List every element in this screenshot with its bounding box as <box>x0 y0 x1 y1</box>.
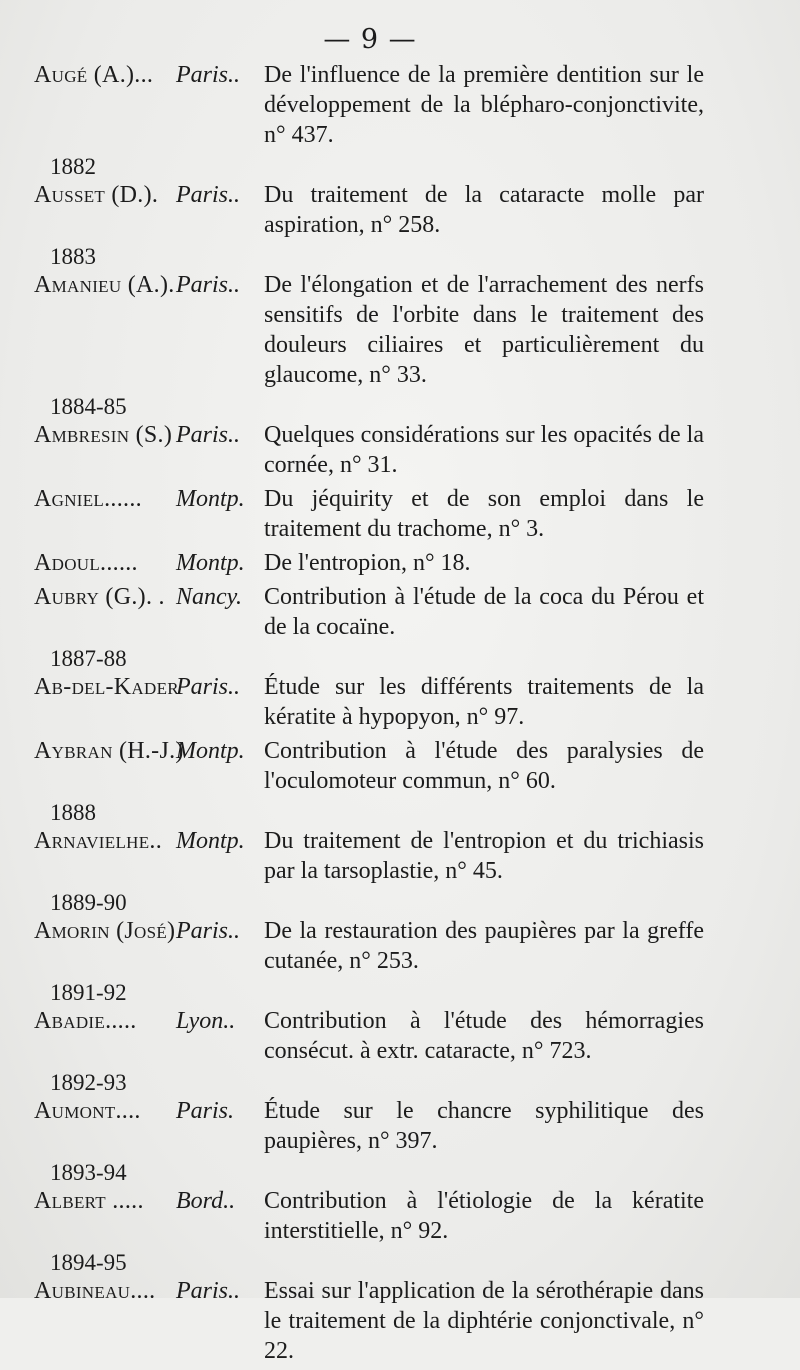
entry-description: De la restauration des paupières par la greffe cutanée, n° 253. <box>264 918 704 974</box>
entry-description: Contribution à l'étude des hémorragies consécut. à extr. cataracte, n° 723. <box>264 1008 704 1064</box>
entry-city: Paris.. <box>176 1278 241 1304</box>
entry-city: Paris.. <box>176 182 241 208</box>
entry-author: Abadie..... <box>34 1008 137 1034</box>
entry-author: Amorin (José) <box>34 918 176 944</box>
entry-author: Aybran (H.-J.) <box>34 738 184 764</box>
entry-city: Paris.. <box>176 62 241 88</box>
year-heading: 1888 <box>50 800 96 825</box>
entry-city: Lyon.. <box>176 1008 236 1034</box>
thesis-entry <box>34 916 764 976</box>
entry-city: Bord.. <box>176 1188 236 1214</box>
entry-description: De l'élongation et de l'arrachement des nerfs sensitifs de l'orbite dans le traitement des douleurs ciliaires et particulièrement du glaucome, n° 33. <box>264 272 704 388</box>
entry-city: Montp. <box>176 828 245 854</box>
entry-description: Contribution à l'étiologie de la kératite interstitielle, n° 92. <box>264 1188 704 1244</box>
year-heading: 1889-90 <box>50 890 127 915</box>
year-heading: 1894-95 <box>50 1250 127 1275</box>
thesis-entry <box>34 736 764 796</box>
thesis-entry <box>34 1096 764 1156</box>
year-heading: 1893-94 <box>50 1160 127 1185</box>
entry-author: Aumont.... <box>34 1098 141 1124</box>
thesis-entry <box>34 548 764 578</box>
year-heading: 1883 <box>50 244 96 269</box>
thesis-entry <box>34 1276 764 1366</box>
entry-description: Du traitement de l'entropion et du trichiasis par la tarsoplastie, n° 45. <box>264 828 704 884</box>
entry-city: Paris.. <box>176 422 241 448</box>
entry-author: Agniel...... <box>34 486 142 512</box>
entry-description: Du jéquirity et de son emploi dans le traitement du trachome, n° 3. <box>264 486 704 542</box>
entry-city: Paris.. <box>176 272 241 298</box>
thesis-entry <box>34 1186 764 1246</box>
year-heading: 1884-85 <box>50 394 127 419</box>
entry-author: Arnavielhe.. <box>34 828 163 854</box>
entry-description: Contribution à l'étude de la coca du Pérou et de la cocaïne. <box>264 584 704 640</box>
entry-city: Montp. <box>176 550 245 576</box>
entry-description: Quelques considérations sur les opacités de la cornée, n° 31. <box>264 422 704 478</box>
entry-description: Étude sur le chancre syphilitique des paupières, n° 397. <box>264 1098 704 1154</box>
thesis-entry <box>34 672 764 732</box>
entry-description: Essai sur l'application de la sérothérapie dans le traitement de la diphtérie conjonctivale, n° 22. <box>264 1278 704 1364</box>
entry-city: Paris.. <box>176 674 241 700</box>
thesis-entry <box>34 484 764 544</box>
entry-city: Nancy. <box>176 584 242 610</box>
entry-description: Étude sur les différents traitements de la kératite à hypopyon, n° 97. <box>264 674 704 730</box>
thesis-entry <box>34 582 764 642</box>
entry-city: Montp. <box>176 486 245 512</box>
entry-description: Contribution à l'étude des paralysies de l'oculomoteur commun, n° 60. <box>264 738 704 794</box>
entry-description: De l'entropion, n° 18. <box>264 550 471 576</box>
entry-city: Montp. <box>176 738 245 764</box>
entry-description: Du traitement de la cataracte molle par aspiration, n° 258. <box>264 182 704 238</box>
page-number: — 9 — <box>323 24 417 55</box>
thesis-entry <box>34 270 764 390</box>
entry-city: Paris.. <box>176 918 241 944</box>
entry-author: Ambresin (S.) <box>34 422 173 448</box>
year-heading: 1882 <box>50 154 96 179</box>
entry-author: Aubry (G.). . <box>34 584 165 610</box>
entry-author: Aubineau.... <box>34 1278 156 1304</box>
entry-author: Ausset (D.). <box>34 182 159 208</box>
entry-city: Paris. <box>176 1098 235 1124</box>
entry-description: De l'influence de la première dentition sur le développement de la blépharo-conjonctivite, n° 437. <box>264 62 704 148</box>
entry-author: Ab-del-Kader <box>34 674 179 700</box>
thesis-entry <box>34 826 764 886</box>
entry-author: Amanieu (A.). <box>34 272 175 298</box>
thesis-entry <box>34 60 764 150</box>
thesis-list <box>34 60 764 1370</box>
entry-author: Albert ..... <box>34 1188 144 1214</box>
entry-author: Adoul...... <box>34 550 138 576</box>
thesis-entry <box>34 420 764 480</box>
entry-author: Augé (A.)... <box>34 62 154 88</box>
thesis-entry <box>34 1006 764 1066</box>
thesis-entry <box>34 180 764 240</box>
year-heading: 1887-88 <box>50 646 127 671</box>
year-heading: 1892-93 <box>50 1070 127 1095</box>
year-heading: 1891-92 <box>50 980 127 1005</box>
